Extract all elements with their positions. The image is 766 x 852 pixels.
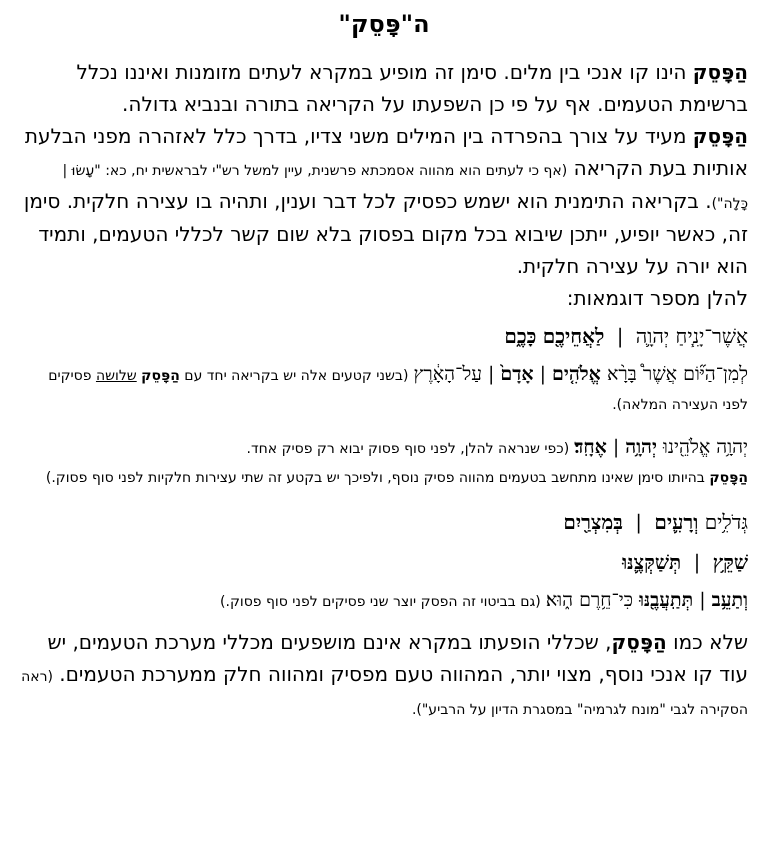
intro-text: הינו קו אנכי בין מלים. סימן זה מופיע במקרא לעתים מזומנות ואיננו נכלל ברשימת הטעמים. אף על פי כן השפעתו על הקריאה בתורה ובנביא גדולה.	[76, 60, 748, 116]
example-2-bold-2: אָדָם֙	[500, 363, 534, 385]
example-4-bold-2: בְּמִצְרַ֖יִם	[563, 510, 623, 534]
example-3-plain-1: יְהוָ֥ה אֱלֹהֵ֖ינוּ	[663, 436, 748, 458]
example-4-plain-1: גְּדֹלִ֥ים	[704, 510, 748, 534]
paseq-mark: |	[612, 436, 620, 458]
example-4-bold-1: וְרָעִ֛ים	[654, 510, 699, 534]
paseq-mark: |	[635, 510, 642, 534]
example-3-bold-2: אֶחָֽד׃	[574, 436, 607, 458]
function-paragraph	[20, 120, 748, 282]
paseq-mark: |	[539, 363, 547, 385]
intro-paragraph	[20, 56, 748, 120]
example-1-plain: אֲשֶׁר־יָנִ֧יחַ יְהוָ֛ה	[635, 324, 748, 348]
example-5	[20, 544, 748, 580]
example-1-bold-2: כָּכֶ֑ם	[504, 324, 537, 348]
final-note: (ראה הסקירה לגבי "מונח לגרמיה" במסגרת הדיון על הרביע").	[21, 669, 748, 718]
example-5-bold-2: תְּשַׁקְּצֶ֛נּוּ	[622, 550, 682, 574]
examples-intro: להלן מספר דוגמאות:	[566, 286, 748, 310]
page-title: ה"פָּסֵק"	[338, 10, 430, 38]
paseq-term: הַפָּסֵק	[692, 60, 748, 84]
example-1	[20, 318, 748, 354]
example-6-verse	[546, 589, 748, 611]
example-3	[20, 433, 748, 492]
example-2-bold-1: אֱלֹהִ֤ים	[552, 363, 601, 385]
function-text-a: מעיד על צורך בהפרדה בין המילים משני צדיו, בדרך כלל לאזהרה מפני הבלעת אותיות בעת הקריאה	[24, 124, 748, 180]
example-4	[20, 504, 748, 540]
example-6-plain-1: כִּי־חֵ֥רֶם ה֑וּא׃	[545, 589, 634, 611]
final-paragraph: שלא כמו הַפָּסֵק, שכללי הופעתו במקרא אינם מושפעים מכללי מערכת הטעמים, יש עוד קו אנכי נוסף, מצוי יותר, המהווה טעם מפסיק ומהווה חלק ממערכת הטעמים. (ראה הסקירה לגבי "מונח לגרמיה" במסגרת הדיון על הרביע").	[21, 630, 748, 718]
example-2-note: (בשני קטעים אלה יש בקריאה יחד עם הַפָּסֵק שלושה פסיקים לפני העצירה המלאה).	[48, 368, 748, 413]
example-1-bold-1: לַאֲחֵיכֶ֖ם	[542, 324, 605, 348]
function-note: (אף כי לעתים הוא מהווה אסמכתא פרשנית, עיין למשל רש"י לבראשית יח, כא: "עָשׂוּ | כָּלָה")	[62, 163, 748, 212]
paseq-term: הַפָּסֵק	[692, 124, 748, 148]
example-3-bold-1: יְהוָ֥ה	[625, 436, 657, 458]
example-5-bold-1: שַׁקֵּ֥ץ	[712, 550, 748, 574]
paseq-mark: |	[699, 589, 706, 611]
example-2	[20, 360, 748, 419]
paseq-mark: |	[616, 324, 624, 348]
example-2-plain-1: לְמִן־הַיּ֞וֹם אֲשֶׁר֩ בָּרָ֨א	[606, 363, 748, 385]
count-word: שלושה	[95, 368, 137, 384]
example-6-note: (גם בביטוי זה הפסק יוצר שני פסיקים לפני סוף פסוק.)	[220, 594, 541, 610]
function-text-b: . בקריאה התימנית הוא ישמש כפסיק לכל דבר וענין, ותהיה בו עצירה חלקית. סימן זה, כאשר יופיע, ייתכן שיבוא בכל מקום בפסוק בלא שום קשר לכללי הטעמים, ותמיד הוא יורה על עצירה חלקית.	[23, 189, 748, 278]
example-2-plain-2: עַל־הָאָ֔רֶץ	[413, 363, 483, 385]
paseq-term: הַפָּסֵק	[709, 470, 748, 486]
example-6-bold-2: תְּתַֽעֲבֶ֖נּוּ	[639, 589, 694, 611]
example-3-verse	[574, 436, 748, 458]
paseq-term: הַפָּסֵק	[141, 368, 180, 384]
paseq-mark: |	[488, 363, 495, 385]
paseq-term: הַפָּסֵק	[611, 630, 667, 654]
example-6-bold-1: וְתַעֵ֥ב	[711, 589, 748, 611]
example-2-verse	[414, 363, 748, 385]
example-3-note: (כפי שנראה להלן, לפני סוף פסוק יבוא רק פסיק אחד. הַפָּסֵק בהיותו סימן שאינו מתחשב בטעמים מהווה פסיק נוסף, ולפיכך יש בקטע זה שתי עצירות חלקיות לפני סוף פסוק.)	[45, 441, 748, 486]
paseq-mark: |	[693, 550, 701, 574]
example-6	[20, 586, 748, 616]
